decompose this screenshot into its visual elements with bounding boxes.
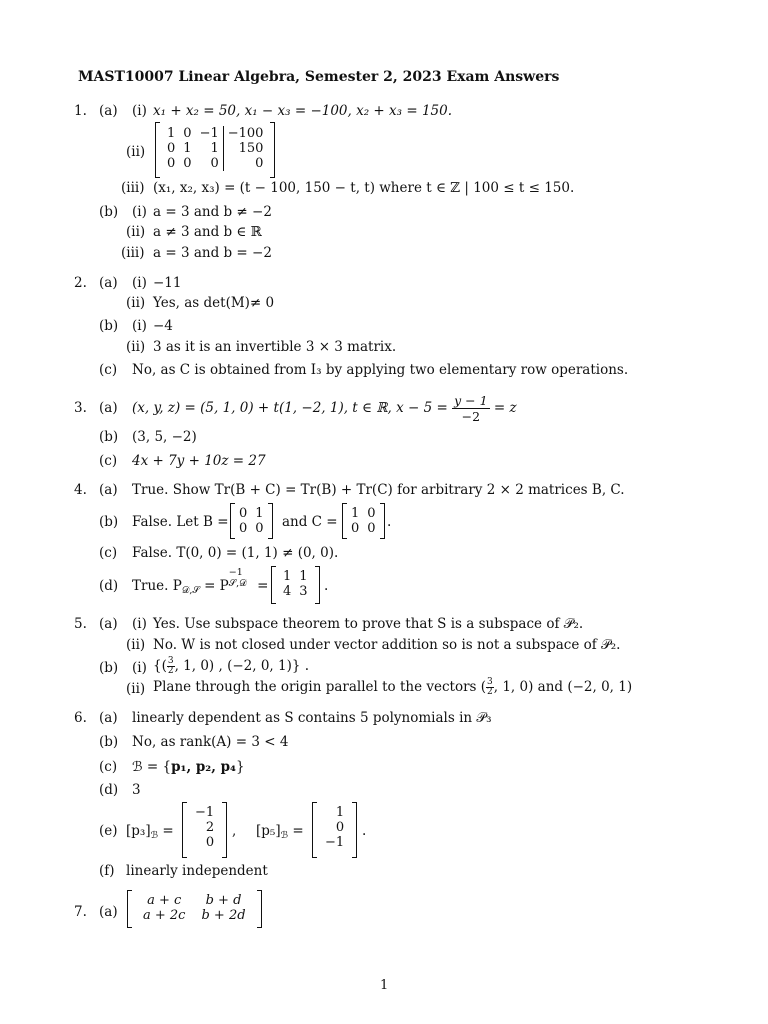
q6-f-answer: linearly independent (126, 863, 268, 879)
question-4-number: 4. (74, 482, 87, 498)
question-7-number: 7. (74, 904, 87, 920)
q1-b-ii-answer: a ≠ 3 and b ∈ ℝ (153, 224, 262, 240)
q5-a-ii-label: (ii) (126, 637, 146, 653)
q1-a-iii-label: (iii) (121, 180, 145, 196)
q3-a-equation-right: = z (493, 400, 517, 416)
q6-e-lhs1: $[p_3]_ℬ$ = (126, 823, 174, 841)
q7-part-a-label: (a) (99, 904, 118, 920)
q3-part-b-label: (b) (99, 429, 119, 445)
q6-c-answer: ℬ = {p₁, p₂, p₄} (132, 759, 245, 775)
q6-b-answer: No, as rank(A) = 3 < 4 (132, 734, 289, 750)
q2-b-ii-label: (ii) (126, 339, 146, 355)
q3-b-answer: (3, 5, −2) (132, 429, 197, 445)
q1-a-i-label: (i) (132, 103, 147, 119)
question-5-number: 5. (74, 616, 87, 632)
q4-b-mid: and C = (282, 514, 338, 530)
q3-part-a-label: (a) (99, 400, 118, 416)
q3-part-c-label: (c) (99, 453, 118, 469)
q2-b-i-label: (i) (132, 318, 147, 334)
q6-e-end: . (362, 823, 367, 839)
q6-e-comma: , (232, 823, 237, 839)
q5-part-b-label: (b) (99, 660, 119, 676)
q1-b-i-answer: a = 3 and b ≠ −2 (153, 204, 272, 220)
q6-part-a-label: (a) (99, 710, 118, 726)
q2-part-a-label: (a) (99, 275, 118, 291)
q6-a-answer: linearly dependent as S contains 5 polynomials in 𝒫₃ (132, 710, 492, 726)
q4-part-c-label: (c) (99, 545, 118, 561)
q4-d-matrix: 1 1 4 3 (271, 566, 320, 604)
q3-a-answer (132, 390, 517, 426)
q5-part-a-label: (a) (99, 616, 118, 632)
q6-part-b-label: (b) (99, 734, 119, 750)
page-number: 1 (380, 978, 389, 993)
q4-d-end: . (324, 578, 329, 594)
q4-part-b-label: (b) (99, 514, 119, 530)
q5-b-i-answer: {( $\frac{3}{2}$ , 1, 0) , (−2, 0, 1)} . (153, 656, 310, 676)
q3-a-equation-left: (x, y, z) = (5, 1, 0) + t(1, −2, 1), t ∈ ℝ, x − 5 = (132, 400, 448, 416)
q2-a-i-label: (i) (132, 275, 147, 291)
q6-e-lhs2: $[p_5]_ℬ$ = (256, 823, 304, 841)
q4-part-a-label: (a) (99, 482, 118, 498)
q6-d-answer: 3 (132, 782, 141, 798)
q6-part-e-label: (e) (99, 823, 118, 839)
q4-c-answer: False. T(0, 0) = (1, 1) ≠ (0, 0). (132, 545, 339, 561)
q2-c-answer: No, as C is obtained from I₃ by applying two elementary row operations. (132, 362, 629, 378)
q1-a-iii-answer: (x₁, x₂, x₃) = (t − 100, 150 − t, t) where t ∈ ℤ | 100 ≤ t ≤ 150. (153, 180, 575, 196)
q4-d-answer: True. $P_{𝒟,𝒮} = P$ −1 𝒮,𝒟 = (132, 567, 269, 596)
q5-a-i-answer: Yes. Use subspace theorem to prove that S is a subspace of 𝒫₂. (153, 616, 584, 632)
q6-e-coordinate-vector-p5: 1 0 −1 (312, 802, 357, 858)
q2-b-i-answer: −4 (153, 318, 173, 334)
q6-part-f-label: (f) (99, 863, 115, 879)
q5-a-ii-answer: No. W is not closed under vector addition so is not a subspace of 𝒫₂. (153, 637, 621, 653)
q4-b-end: . (387, 514, 392, 530)
q5-b-i-label: (i) (132, 660, 147, 676)
question-3-number: 3. (74, 400, 87, 416)
q1-augmented-matrix: 1 0 −1 −100 0 1 1 150 0 0 0 0 (155, 122, 275, 178)
q4-part-d-label: (d) (99, 578, 119, 594)
q6-part-c-label: (c) (99, 759, 118, 775)
q1-part-b-label: (b) (99, 204, 119, 220)
q1-a-ii-label: (ii) (126, 144, 146, 160)
q1-a-i-answer: x₁ + x₂ = 50, x₁ − x₃ = −100, x₂ + x₃ = 150. (153, 103, 452, 119)
q1-b-iii-label: (iii) (121, 245, 145, 261)
q1-b-ii-label: (ii) (126, 224, 146, 240)
q3-c-answer: 4x + 7y + 10z = 27 (132, 453, 266, 469)
q2-a-ii-label: (ii) (126, 295, 146, 311)
q7-a-matrix: a + c b + d a + 2c b + 2d (127, 890, 262, 928)
question-1-number: 1. (74, 103, 87, 119)
q1-part-a-label: (a) (99, 103, 118, 119)
q4-b-matrix-c: 1 0 0 0 (342, 503, 385, 539)
q4-a-answer: True. Show Tr(B + C) = Tr(B) + Tr(C) for arbitrary 2 × 2 matrices B, C. (132, 482, 625, 498)
q2-a-ii-answer: Yes, as det(M)≠ 0 (153, 295, 275, 311)
q5-b-ii-label: (ii) (126, 681, 146, 697)
question-6-number: 6. (74, 710, 87, 726)
q1-b-i-label: (i) (132, 204, 147, 220)
q6-part-d-label: (d) (99, 782, 119, 798)
q6-e-coordinate-vector-p3: −1 2 0 (182, 802, 227, 858)
q4-b-matrix-b: 0 1 0 0 (230, 503, 273, 539)
page-title: MAST10007 Linear Algebra, Semester 2, 2023 Exam Answers (78, 69, 560, 85)
q5-b-ii-answer: Plane through the origin parallel to the vectors ( $\frac{3}{2}$ , 1, 0) and (−2, 0, 1) (153, 677, 633, 697)
q3-a-fraction: $\frac{y - 1}{-2}$ (454, 393, 488, 424)
q2-a-i-answer: −11 (153, 275, 182, 291)
q5-a-i-label: (i) (132, 616, 147, 632)
question-2-number: 2. (74, 275, 87, 291)
q2-b-ii-answer: 3 as it is an invertible 3 × 3 matrix. (153, 339, 397, 355)
q2-part-c-label: (c) (99, 362, 118, 378)
q2-part-b-label: (b) (99, 318, 119, 334)
q4-b-pre: False. Let B = (132, 514, 229, 530)
q1-b-iii-answer: a = 3 and b = −2 (153, 245, 272, 261)
